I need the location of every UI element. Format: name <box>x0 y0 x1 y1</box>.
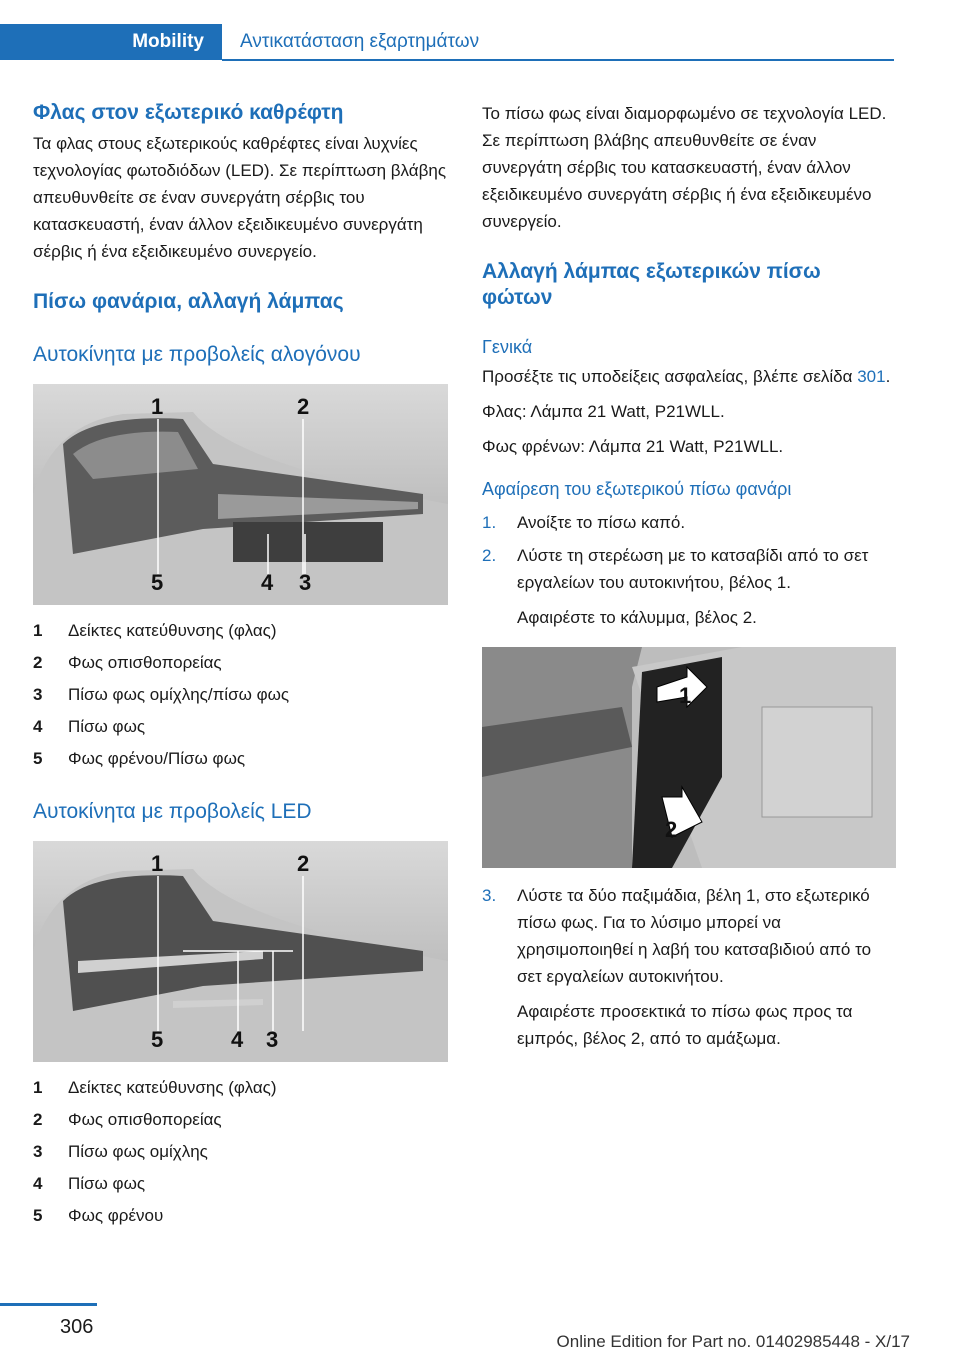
fig1-label-5: 5 <box>151 569 164 595</box>
legend-item: 3 Πίσω φως ομίχλης/πίσω φως <box>33 684 290 704</box>
heading-rear-lights: Πίσω φανάρια, αλλαγή λάμπας <box>33 290 344 314</box>
taillight-illustration <box>33 384 448 605</box>
legend-item: 2 Φως οπισθοπορείας <box>33 652 222 672</box>
legend-item: 2 Φως οπισθοπορείας <box>33 1110 222 1129</box>
fig2-label-2: 2 <box>297 851 310 876</box>
steps-list-continued <box>482 882 896 1052</box>
footer-rule <box>0 1303 97 1306</box>
section-tab: Mobility <box>0 24 222 60</box>
fig2-label-1: 1 <box>151 851 164 876</box>
page-number: 306 <box>60 1316 94 1338</box>
page-link[interactable]: 301 <box>857 366 886 386</box>
right-column <box>482 100 896 1052</box>
legend-item: 5 Φως φρένου/Πίσω φως <box>33 748 246 768</box>
page-header <box>0 24 894 60</box>
step-2: 2. Λύστε τη στερέωση με το κατσαβίδι από το σετ εργαλείων του αυτοκινήτου, βέλος 1. Αφαιρέστε το κάλυμμα, βέλος 2. <box>482 546 869 628</box>
fig1-label-4: 4 <box>261 569 274 595</box>
heading-halogen: Αυτοκίνητα με προβολείς αλογόνου <box>33 342 361 366</box>
edition-note: Online Edition for Part no. 01402985448 - X/17 <box>556 1332 910 1351</box>
legend-item: 1 Δείκτες κατεύθυνσης (φλας) <box>33 620 277 640</box>
legend-led <box>33 1072 448 1232</box>
fig2-label-4: 4 <box>231 1027 244 1052</box>
heading-mirror-indicator: Φλας στον εξωτερικό καθρέφτη <box>33 101 344 124</box>
legend-item: 4 Πίσω φως <box>33 1174 146 1193</box>
legend-item: 5 Φως φρένου <box>33 1206 164 1225</box>
fig1-label-3: 3 <box>299 569 312 595</box>
legend-item: 3 Πίσω φως ομίχλης <box>33 1142 208 1161</box>
fig2-label-3: 3 <box>266 1027 279 1052</box>
paragraph-indicator-bulb: Φλας: Λάμπα 21 Watt, P21WLL. <box>482 401 725 421</box>
figure-halogen-taillight <box>33 384 448 605</box>
left-column <box>33 100 448 1232</box>
paragraph-rear-light-led: Το πίσω φως είναι διαμορφωμένο σε τεχνολογία LED. Σε περίπτωση βλάβης απευθυνθείτε σε έναν συνεργάτη σέρβις του κατασκευαστή, έναν άλλον εξειδικευμένο συνεργάτη σέρβις ή ένα εξειδικευμένο συνεργείο. <box>482 104 887 231</box>
steps-list <box>482 509 896 631</box>
paragraph-mirror-indicator: Τα φλας στους εξωτερικούς καθρέφτες είναι λυχνίες τεχνολογίας φωτοδιόδων (LED). Σε περίπτωση βλάβης απευθυνθείτε σε έναν συνεργάτη σέρβις του κατασκευαστή, έναν άλλον εξειδικευμένο συνεργάτη σέρβις ή ένα εξειδικευμένο συνεργείο. <box>33 134 447 262</box>
heading-replace-bulb: Αλλαγή λάμπας εξωτερικών πίσω φώτων <box>482 260 821 310</box>
trunk-illustration <box>482 647 896 868</box>
heading-remove-light: Αφαίρεση του εξωτερικού πίσω φανάρι <box>482 478 792 499</box>
fig2-label-5: 5 <box>151 1027 164 1052</box>
paragraph-safety: Προσέξτε τις υποδείξεις ασφαλείας, βλέπε σελίδα 301. <box>482 366 891 386</box>
fig1-label-1: 1 <box>151 393 164 419</box>
header-rule <box>222 59 894 61</box>
step-3: 3. Λύστε τα δύο παξιμάδια, βέλη 1, στο εξωτερικό πίσω φως. Για το λύσιμο μπορεί να χρησιμοποιηθεί η λαβή του κατσαβιδιού από το σετ εργαλείων αυτοκινήτου. Αφαιρέστε προσεκτικά το πίσω φως προς τα εμπρός, βέλος 2, από το αμάξωμα. <box>482 886 872 1049</box>
legend-halogen <box>33 615 448 775</box>
figure-led-taillight <box>33 841 448 1062</box>
heading-general: Γενικά <box>482 336 533 357</box>
subsection-title: Αντικατάσταση εξαρτημάτων <box>240 31 480 52</box>
figure-trunk-cover <box>482 647 896 868</box>
heading-led: Αυτοκίνητα με προβολείς LED <box>33 799 312 823</box>
step-1: 1. Ανοίξτε το πίσω καπό. <box>482 513 686 533</box>
legend-item: 1 Δείκτες κατεύθυνσης (φλας) <box>33 1078 277 1097</box>
paragraph-brake-bulb: Φως φρένων: Λάμπα 21 Watt, P21WLL. <box>482 436 784 456</box>
fig1-label-2: 2 <box>297 393 310 419</box>
legend-item: 4 Πίσω φως <box>33 716 146 736</box>
fig3-label-2: 2 <box>665 817 678 843</box>
fig3-label-1: 1 <box>679 683 692 709</box>
